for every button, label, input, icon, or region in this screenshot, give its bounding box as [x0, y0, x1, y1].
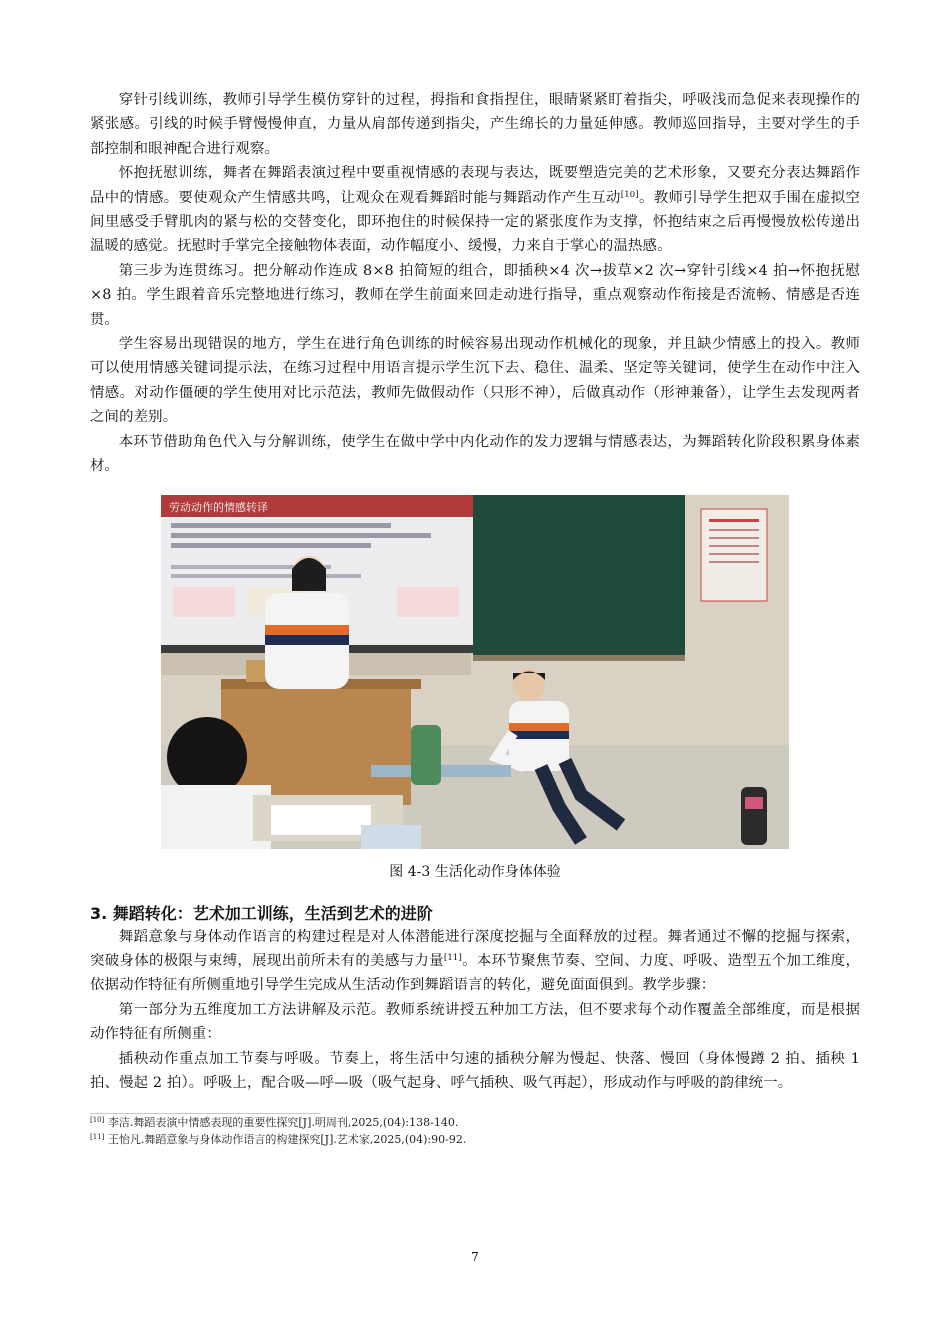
figure-caption: 图 4-3 生活化动作身体体验 [389, 863, 561, 880]
section-heading: 3. 舞蹈转化：艺术加工训练，生活到艺术的进阶 [90, 903, 433, 923]
paragraph-errors: 学生容易出现错误的地方，学生在进行角色训练的时候容易出现动作机械化的现象，并且缺少情感上的投入。教师可以使用情感关键词提示法，在练习过程中用语言提示学生沉下去、稳住、温柔、坚定等关键词，使学生在动作中注入情感。对动作僵硬的学生使用对比示范法，教师先做假动作（只形不神），后做真动作（形神兼备），让学生去发现两者之间的差别。 [90, 336, 860, 426]
slide-title: 劳动动作的情感转译 [169, 500, 268, 514]
page-number: 7 [471, 1250, 479, 1264]
paragraph-combination: 第三步为连贯练习。把分解动作连成 8×8 拍简短的组合，即插秧×4 次→拔草×2 次→穿针引线×4 拍→怀抱抚慰×8 拍。学生跟着音乐完整地进行练习，教师在学生前面来回走动进行指导，重点观察动作衔接是否流畅、情感是否连贯。 [90, 262, 860, 328]
page-content [90, 88, 860, 1148]
paragraph-embrace: 怀抱抚慰训练，舞者在舞蹈表演过程中要重视情感的表现与表达，既要塑造完美的艺术形象，又要充分表达舞蹈作品中的情感。要使观众产生情感共鸣，让观众在观看舞蹈时能与舞蹈动作产生互动[10]。教师引导学生把双手围在虚拟空间里感受手臂肌肉的紧与松的交替变化，即环抱住的时候保持一定的紧张度作为支撑，怀抱结束之后再慢慢放松传递出温暖的感觉。抚慰时手掌完全接触物体表面，动作幅度小、缓慢，力来自于掌心的温热感。 [90, 165, 860, 255]
footnote-ref-11[interactable]: [11] [443, 952, 462, 963]
paragraph-threading: 穿针引线训练，教师引导学生模仿穿针的过程，拇指和食指捏住，眼睛紧紧盯着指尖，呼吸浅而急促来表现操作的紧张感。引线的时候手臂慢慢伸直，力量从肩部传递到指尖，产生绵长的力量延伸感。教师巡回指导，主要对学生的手部控制和眼神配合进行观察。 [90, 92, 860, 157]
paragraph-transplanting: 插秧动作重点加工节奏与呼吸。节奏上，将生活中匀速的插秧分解为慢起、快落、慢回（身体慢蹲 2 拍、插秧 1 拍、慢起 2 拍）。呼吸上，配合吸—呼—吸（吸气起身、呼气插秧、吸气再起），形成动作与呼吸的韵律统一。 [90, 1050, 860, 1091]
footnote-10: [10] 李洁.舞蹈表演中情感表现的重要性探究[J].明周刊,2025,(04):138-140. [90, 1116, 459, 1130]
paragraph-summary: 本环节借助角色代入与分解训练，使学生在做中学中内化动作的发力逻辑与情感表达，为舞蹈转化阶段积累身体素材。 [90, 433, 860, 475]
footnote-11: [11] 王怡凡.舞蹈意象与身体动作语言的构建探究[J].艺术家,2025,(04):90-92. [90, 1133, 467, 1147]
paragraph-five-dimensions: 第一部分为五维度加工方法讲解及示范。教师系统讲授五种加工方法，但不要求每个动作覆盖全部维度，而是根据动作特征有所侧重： [90, 1001, 860, 1043]
classroom-photo [161, 495, 789, 849]
footnote-ref-10[interactable]: [10] [620, 189, 639, 200]
paragraph-section-intro: 舞蹈意象与身体动作语言的构建过程是对人体潜能进行深度挖掘与全面释放的过程。舞者通过不懈的挖掘与探索，突破身体的极限与束缚，展现出前所未有的美感与力量[11]。本环节聚焦节奏、空间、力度、呼吸、造型五个加工维度，依据动作特征有所侧重地引导学生完成从生活动作到舞蹈语言的转化，避免面面俱到。教学步骤： [90, 928, 860, 994]
